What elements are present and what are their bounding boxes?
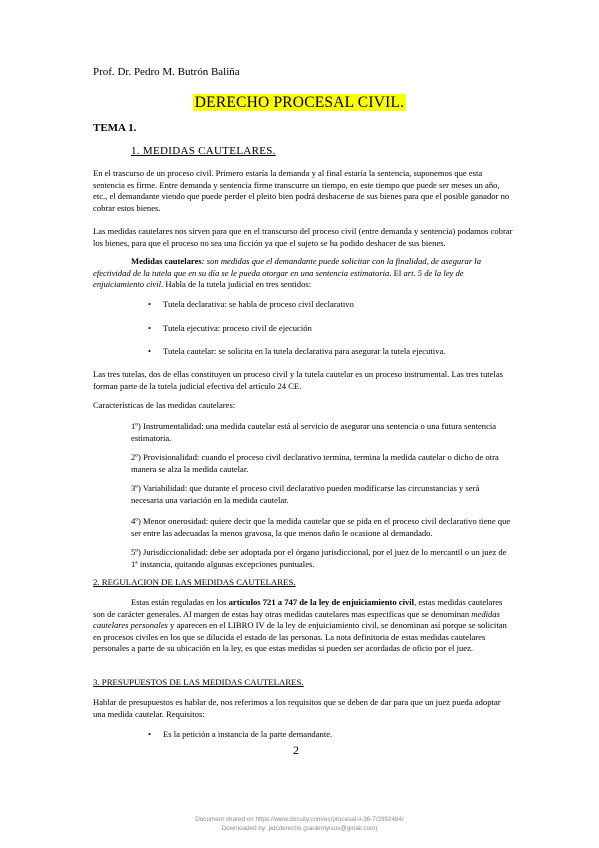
section-2-heading: 2. REGULACION DE LAS MEDIDAS CAUTELARES. [93,577,296,587]
author-name: Prof. Dr. Pedro M. Butrón Baliña [93,66,240,78]
definition-term: Medidas cautelares [131,256,202,266]
tema-label: TEMA 1. [93,122,137,134]
characteristic-item: 5º) Jurisdiccionalidad: debe ser adoptada por el órgano jurisdiccional, por el juez de lo mercantil o un juez de 1ª instancia, quitando algunas excepciones puntuales. [131,547,507,569]
section-3-heading: 3. PRESUPUESTOS DE LAS MEDIDAS CAUTELARES. [93,677,304,687]
paragraph-requirements: Hablar de presupuestos es hablar de, nos referimos a los requisitos que se deben de dar para que un juez pueda adoptar una medida cautelar. Requisitos: [93,697,501,719]
paragraph-intro: En el trascurso de un proceso civil. Primero estaría la demanda y al final estaría la sentencia, suponemos que esta sentencia es firme. Entre demanda y sentencia firme transcurre un tiempo, en este tiempo que puede ser meses un año, etc., el demandante viendo que puede perder el pleito bien podrá deshacerse de sus bienes para que el posible ganador no cobrar estos bienes. [93,168,510,213]
definition-text: : son medidas que el demandante puede solicitar con la finalidad, de asegurar la efectividad de la tutela que en su día se le pueda otorgar en una sentencia estimatoria [93,256,481,278]
bullet-icon: • [148,729,152,739]
section-1-heading: 1. MEDIDAS CAUTELARES. [131,145,276,157]
bullet-icon: • [148,323,152,333]
paragraph-regulation: Estas están reguladas en los artículos 721 a 747 de la ley de enjuiciamiento civil, estas medidas cautelares son de carácter generales. Al margen de estas hay otras medidas cautelares mas especificas que se denominan medidas cautelares personales y aparecen en el LIBRO IV de la ley de enjuiciamiento civil, se denominan así porque se solicitan en procesos civiles en los que se dilucida el estado de las personas. La nota definitoria de estas medidas cautelares personales a parte de su ubicación en la ley, es que estas medidas si pueden ser acordadas de oficio por el juez. [93,597,507,654]
paragraph-definition [93,256,513,291]
footer-downloaded-by: Downloaded by: pdcderecho (paulemyisus@gmail.com) [221,825,378,832]
paragraph-purpose: Las medidas cautelares nos sirven para que en el transcurso del proceso civil (entre demanda y sentencia) podamos cobrar los bienes, para que el proceso no sea una ficción ya que el sujeto se ha podido deshacer de sus bienes. [93,226,513,248]
characteristic-item: 1º) Instrumentalidad: una medida cautelar está al servicio de asegurar una sentencia o una futura sentencia estimatoria. [131,421,497,443]
bullet-icon: • [148,299,152,309]
definition-mid: . El [389,267,404,278]
characteristic-item: 2º) Provisionalidad: cuando el proceso civil declarativo termina, termina la medida cautelar o dicho de otra manera se alza la medida cautelar. [131,452,499,474]
document-title-wrap [0,94,599,112]
definition-law-ref: art. 5 de la ley de enjuiciamiento civil [93,267,464,290]
bullet-icon: • [148,346,152,356]
footer-shared-link[interactable]: Document shared on https://www.docsity.com/es/procesal-ii-36-7/2992484/ [195,816,404,823]
characteristic-item: 4º) Menor onerosidad: quiere decir que la medida cautelar que se pida en el proceso civil declarativo tiene que ser entre las adecuadas la menos gravosa, la que menos daño le ocasione al demandado. [131,516,511,538]
personal-measures-term: medidas cautelares personales [93,608,500,631]
paragraph-tutelas: Las tres tutelas, dos de ellas constituyen un proceso civil y la tutela cautelar es un proceso instrumental. Las tres tutelas forman parte de la tutela judicial efectiva del artículo 24 CE. [93,369,503,391]
definition-end: . Habla de la tutela judicial en tres sentidos: [161,279,312,290]
page-number: 2 [293,743,299,757]
document-page: Prof. Dr. Pedro M. Butrón Baliña DERECHO PROCESAL CIVIL. TEMA 1. 1. MEDIDAS CAUTELARES. En el trascurso de un proceso civil. Primero estaría la demanda y al final estaría la sentencia, suponemos que esta sentencia es firme. Entre demanda y sentencia firme transcurre un tiempo, en este tiempo que puede ser meses un año, etc., el demandante viendo que puede perder el pleito bien podrá deshacerse de sus bienes para que el posible ganador no cobrar estos bienes. Las medidas cautelares nos sirven para que en el transcurso del proceso civil (entre demanda y sentencia) podamos cobrar los bienes, para que el proceso no sea una ficción ya que el sujeto se ha podido deshacer de sus bienes. Medidas cautelares: son medidas que el demandante puede solicitar con la finalidad, de asegurar la efectividad de la tutela que en su día se le pueda otorgar en una sentencia estimatoria. El art. 5 de la ley de enjuiciamiento civil. Habla de la tutela judicial en tres sentidos: • Tutela declarativa: se habla de proceso civil declarativo • Tutela ejecutiva: proceso civil de ejecución • Tutela cautelar: se solicita en la tutela declarativa para asegurar la tutela ejecutiva. Las tres tutelas, dos de ellas constituyen un proceso civil y la tutela cautelar es un proceso instrumental. Las tres tutelas forman parte de la tutela judicial efectiva del artículo 24 CE. Características de las medidas cautelares: 1º) Instrumentalidad: una medida cautelar está al servicio de asegurar una sentencia o una futura sentencia estimatoria. 2º) Provisionalidad: cuando el proceso civil declarativo termina, termina la medida cautelar o dicho de otra manera se alza la medida cautelar. 3º) Variabilidad: que durante el proceso civil declarativo pueden modificarse las circunstancias y será necesaria una variación en la medida cautelar. 4º) Menor onerosidad: quiere decir que la medida cautelar que se pida en el proceso civil declarativo tiene que ser entre las adecuadas la menos gravosa, la que menos daño le ocasione al demandado. 5º) Jurisdiccionalidad: debe ser adoptada por el órgano jurisdiccional, por el juez de lo mercantil o un juez de 1ª instancia, quitando algunas excepciones puntuales. 2. REGULACION DE LAS MEDIDAS CAUTELARES. Estas están reguladas en los artículos 721 a 747 de la ley de enjuiciamiento civil, estas medidas cautelares son de carácter generales. Al margen de estas hay otras medidas cautelares mas especificas que se denominan medidas cautelares personales y aparecen en el LIBRO IV de la ley de enjuiciamiento civil, se denominan así porque se solicitan en procesos civiles en los que se dilucida el estado de las personas. La nota definitoria de estas medidas cautelares personales a parte de su ubicación en la ley, es que estas medidas si pueden ser acordadas de oficio por el juez. 3. PRESUPUESTOS DE LAS MEDIDAS CAUTELARES. Hablar de presupuestos es hablar de, nos referimos a los requisitos que se deben de dar para que un juez pueda adoptar una medida cautelar. Requisitos: • Es la petición a instancia de la parte demandante. 2 Document shared on https://www.docsity.com/es/procesal-ii-36-7/2992484/ Downloaded by: pdcderecho (paulemyisus@gmail.com) [0,0,599,848]
law-articles: artículos 721 a 747 de la ley de enjuiciamiento civil [228,597,415,607]
document-title: DERECHO PROCESAL CIVIL. [194,94,405,111]
characteristics-title: Características de las medidas cautelares: [93,400,236,410]
characteristic-item: 3º) Variabilidad: que durante el proceso civil declarativo pueden modificarse las circunstancias y será necesaria una variación en la medida cautelar. [131,483,480,505]
